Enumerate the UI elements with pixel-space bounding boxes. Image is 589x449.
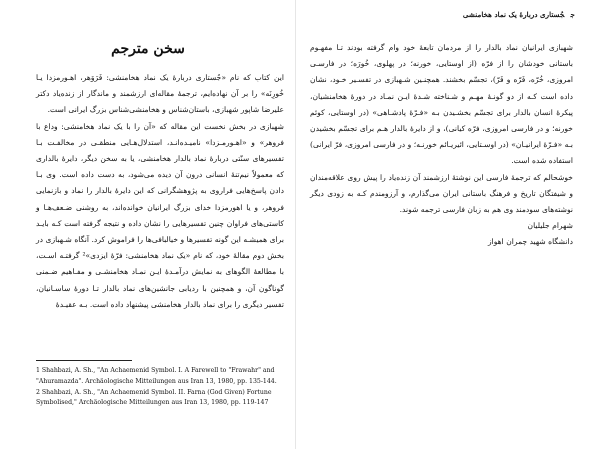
- paragraph: شهبازی در بخش نخست این مقاله که «آن را با یک نماد هخامنشی: وداع با فروهر» و «اهـورمـزدا» نامیـده‌انـد، استدلال‌هـایی منطقـی در مخالفـت بـا تفسیرهای سنّتی دربارهٔ نماد بالدار هخامنشی، یا به سخن دیگر، دایرهٔ بالداری که معمولاً نیم‌تنهٔ انسانی درون آن دیده می‌شود، به دست داده است. وی بـا دادن پاسخ‌هایی فراروی به پژوهشگرانی که این دایرهٔ بالدار را نماد و بازنمایی فروهر، و یا اهورمزدا خدای بزرگ ایرانیان خوانده‌اند، به روشنی ضـعف‌هـا و کاستی‌های فراوان چنین تفسیرهایی را نشان داده و نتیجه گرفته است کـه بایـد برای همیشـه این گونه تفسیرها و خیالبافی‌ها را فراموش کرد. آنگاه شـهبازی در بخش دوم مقالهٔ خود، که نام «یک نماد هخامنشی: فرّهٔ ایزدی»² گرفتـه اسـت، با مطالعهٔ الگوهای به نمایش درآمـدهٔ ایـن نمـاد هخامنشـی و مفـاهیم ضـمنی گوناگون آن، و همچنین با ردیابی جانشین‌های نماد بالدار تـا دورهٔ ساسـانیان، تفسیر دیگری را برای نماد بالدار هخامنشی پیشنهاد داده است. بـه عقیـدهٔ: [36, 121, 284, 309]
- right-page-body: [310, 40, 573, 251]
- paragraph: خوشحالم که ترجمهٔ فارسی این نوشتهٔ ارزشمند آن زنده‌یاد را پیش روی علاقه‌مندان و شیفتگان تاریخ و فرهنگ باستانی ایران می‌گذارم، و آرزومندم کـه به زودی دیگر نوشته‌های سودمند وی هم به زبان فارسی ترجمه شوند.: [310, 172, 573, 215]
- signature-affiliation: دانشگاه شهید چمران اهواز: [487, 237, 573, 247]
- running-head: [463, 10, 575, 19]
- paragraph: شهبازی ایرانیان نماد بالدار را از مردمان تابعهٔ خود وام گرفته بودند تـا مفهـوم باستانی خودشان را از فرّه (از اوستایی، خورنه؛ در پهلوی، خُورَه؛ در فارسـی امروزی، خُرّه، فَرّه و فَرّ)، تجسّم بخشند. همچنـین شـهبازی در تفسـیر خـود، نشان داده است کـه از دو گونـهٔ مهـم و شـناخته شـدهٔ ایـن نمـاد در دورهٔ هخامنشیان، پیکرهٔ انسان بالدار برای تجسّم بخشـیدن بـه «فـرّهٔ پادشـاهی» (در اوستایی، کوئم خورنه؛ و در فارسی امروزی، فرّه کیانی)، و از دایرهٔ بالدار هـم برای تجسّم بخشیدن بـه «فـرّهٔ ایرانیـان» (در اوسـتایی، ائیریـائم خورنـه؛ و در فارسی امروزی، فرّ ایرانی) استفاده شده است.: [310, 43, 573, 166]
- right-page: [296, 0, 589, 449]
- section-title: سخن مترجم: [111, 41, 185, 57]
- page-marker: ج: [570, 10, 575, 19]
- paragraph: این کتاب که نام «جُستاری دربارهٔ یک نماد هخامنشی: فَرَوَهر، اهـورمزدا یـا خُورِنَه» را بر آن نهاده‌ایم، ترجمهٔ مقاله‌ای ارزشمند و ماندگار از زنده‌یاد دکتر علیرضا شاپور شهبازی، باستان‌شناس و هخامنشی‌شناس بزرگ ایرانی است.: [36, 73, 284, 115]
- running-head-title: جُستاری دربارهٔ یک نماد هخامنشی: [462, 10, 565, 19]
- footnotes: [36, 366, 288, 409]
- signature-name: شهرام جلیلیان: [527, 221, 573, 231]
- footnote: 2 Shahbazi, A. Sh., "An Achaemenid Symbol. II. Farna (God Given) Fortune Symbolised," Archäologische Mitteilungen aus Iran 13, 1980, pp. 119-147: [36, 388, 272, 407]
- footnote: 1 Shahbazi, A. Sh., "An Achaemenid Symbol. I. A Farewell to "Frawahr" and "Ahuramazda". Archäologische Mitteilungen aus Iran 13, 1980, pp. 135-144.: [36, 367, 277, 385]
- footnote-separator: [36, 360, 132, 361]
- left-page-body: [36, 70, 284, 313]
